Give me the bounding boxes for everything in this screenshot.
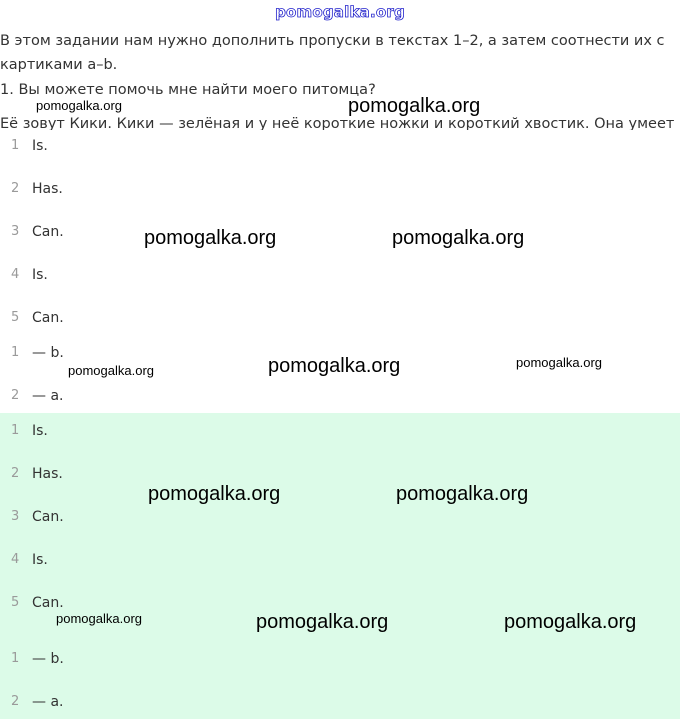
answer-value: Is. <box>32 267 48 283</box>
watermark: pomogalka.org <box>256 611 389 633</box>
answer-value: Is. <box>32 552 48 568</box>
watermark: pomogalka.org <box>396 483 529 505</box>
answer-value: — b. <box>32 345 64 361</box>
watermark: pomogalka.org <box>392 227 525 249</box>
question-title: 1. Вы можете помочь мне найти моего питомца? <box>0 82 376 98</box>
answer-number: 1 <box>11 423 20 438</box>
answer-value: — a. <box>32 388 64 404</box>
answer-value: Is. <box>32 138 48 154</box>
watermark: pomogalka.org <box>504 611 637 633</box>
answer-number: 1 <box>11 651 20 666</box>
watermark: pomogalka.org <box>148 483 281 505</box>
answer-number: 1 <box>11 345 20 360</box>
task-description-line-2: картиками a–b. <box>0 57 118 73</box>
answer-number: 2 <box>11 694 20 709</box>
watermark: pomogalka.org <box>268 355 401 377</box>
answer-number: 1 <box>11 138 20 153</box>
answer-number: 5 <box>11 595 20 610</box>
answer-number: 2 <box>11 388 20 403</box>
watermark: pomogalka.org <box>68 363 154 378</box>
question-text-cut: Её зовут Кики. Кики — зелёная и у неё короткие ножки и короткий хвостик. Она умеет <box>0 116 675 130</box>
answers-block-2 <box>0 413 680 719</box>
answer-value: Can. <box>32 310 64 326</box>
site-logo[interactable]: pomogalka.org <box>275 3 405 21</box>
watermark: pomogalka.org <box>348 95 481 117</box>
watermark: pomogalka.org <box>56 611 142 626</box>
answer-value: Has. <box>32 466 63 482</box>
answer-value: Has. <box>32 181 63 197</box>
watermark: pomogalka.org <box>516 355 602 370</box>
answer-number: 2 <box>11 466 20 481</box>
task-description <box>0 29 676 77</box>
answer-number: 2 <box>11 181 20 196</box>
answer-number: 3 <box>11 509 20 524</box>
answer-value: — a. <box>32 694 64 710</box>
task-description-line-1: В этом задании нам нужно дополнить пропуски в текстах 1–2, а затем соотнести их с <box>0 33 665 49</box>
answer-value: Can. <box>32 595 64 611</box>
watermark: pomogalka.org <box>144 227 277 249</box>
answer-number: 4 <box>11 267 20 282</box>
watermark: pomogalka.org <box>36 98 122 113</box>
answer-number: 3 <box>11 224 20 239</box>
answer-number: 5 <box>11 310 20 325</box>
answer-value: — b. <box>32 651 64 667</box>
answer-value: Can. <box>32 224 64 240</box>
answer-number: 4 <box>11 552 20 567</box>
answer-value: Can. <box>32 509 64 525</box>
answer-value: Is. <box>32 423 48 439</box>
